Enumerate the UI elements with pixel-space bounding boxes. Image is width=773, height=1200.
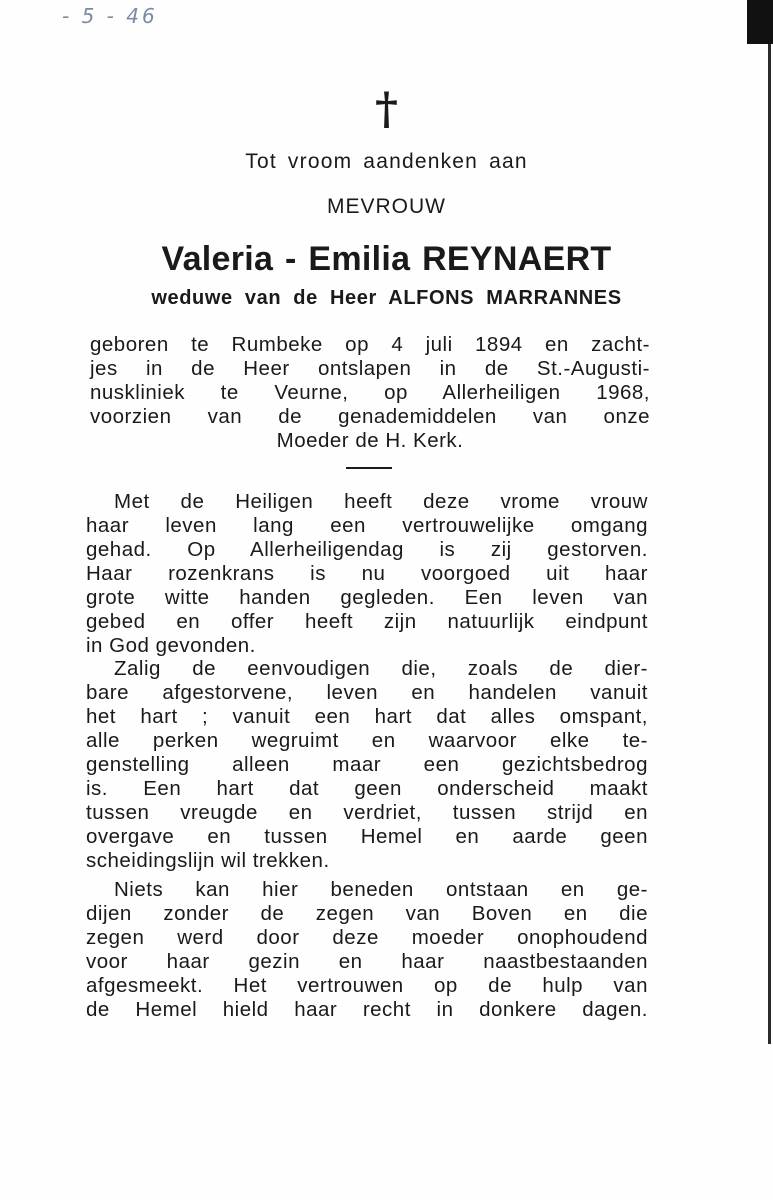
paragraph-3 [86, 878, 648, 1022]
text-line: Haar rozenkrans is nu voorgoed uit haar [86, 562, 648, 585]
biography [90, 333, 650, 453]
text-line: in God gevonden. [86, 634, 256, 657]
text-line: genstelling alleen maar een gezichtsbedrog [86, 753, 648, 776]
divider [346, 467, 392, 469]
text-line: haar leven lang een vertrouwelijke omgang [86, 514, 648, 537]
text-line: gebed en offer heeft zijn natuurlijk eindpunt [86, 610, 648, 633]
title-prefix: MEVROUW [327, 195, 446, 218]
bio-line: Moeder de H. Kerk. [276, 429, 464, 452]
text-line: afgesmeekt. Het vertrouwen op de hulp van [86, 974, 648, 997]
bio-line: nuskliniek te Veurne, op Allerheiligen 1968, [90, 381, 650, 404]
text-line: Niets kan hier beneden ontstaan en ge- [114, 878, 648, 901]
text-line: gehad. Op Allerheiligendag is zij gestorven. [86, 538, 648, 561]
text-line: is. Een hart dat geen onderscheid maakt [86, 777, 648, 800]
deceased-name: Valeria - Emilia REYNAERT [161, 240, 612, 278]
text-line: alle perken wegruimt en waarvoor elke te- [86, 729, 648, 752]
cross-icon: † [374, 84, 398, 135]
text-line: de Hemel hield haar recht in donkere dagen. [86, 998, 648, 1021]
bio-line: voorzien van de genademiddelen van onze [90, 405, 650, 428]
bio-line: jes in de Heer ontslapen in de St.-Augusti- [90, 357, 650, 380]
text-line: tussen vreugde en verdriet, tussen strijd en [86, 801, 648, 824]
text-line: bare afgestorvene, leven en handelen vanuit [86, 681, 648, 704]
text-line: grote witte handen gegleden. Een leven van [86, 586, 648, 609]
widow-of-line: weduwe van de Heer ALFONS MARRANNES [151, 287, 622, 309]
text-line: het hart ; vanuit een hart dat alles omspant, [86, 705, 648, 728]
bio-line: geboren te Rumbeke op 4 juli 1894 en zacht- [90, 333, 650, 356]
paragraph-2 [86, 657, 648, 873]
text-line: zegen werd door deze moeder onophoudend [86, 926, 648, 949]
text-line: voor haar gezin en haar naastbestaanden [86, 950, 648, 973]
in-memory-line: Tot vroom aandenken aan [245, 150, 528, 173]
text-line: dijen zonder de zegen van Boven en die [86, 902, 648, 925]
text-line: Met de Heiligen heeft deze vrome vrouw [114, 490, 648, 513]
scan-edge-mark [747, 0, 773, 44]
paragraph-1 [86, 490, 648, 658]
text-line: overgave en tussen Hemel en aarde geen [86, 825, 648, 848]
text-line: Zalig de eenvoudigen die, zoals de dier- [114, 657, 648, 680]
handwritten-annotation: - 5 - 46 [62, 4, 158, 28]
scan-edge-line [768, 44, 771, 1044]
text-line: scheidingslijn wil trekken. [86, 849, 330, 872]
